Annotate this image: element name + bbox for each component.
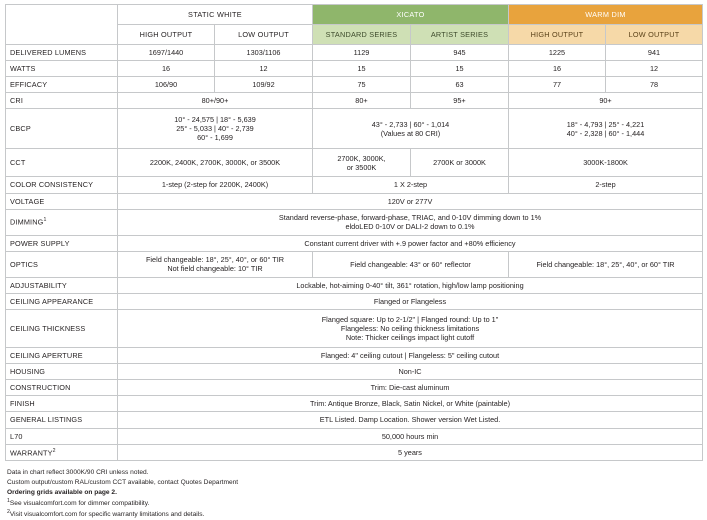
table-cell: 77 [509,77,606,93]
table-row [6,77,703,93]
row-label [6,77,118,93]
table-cell: 16 [509,61,606,77]
table-cell: 95+ [411,93,509,109]
table-cell: 941 [606,45,703,61]
header-sub-column: STANDARD SERIES [313,25,411,45]
table-cell: ETL Listed. Damp Location. Shower version Wet Listed. [118,412,703,428]
row-label [6,412,118,428]
row-label [6,364,118,380]
table-row [6,193,703,209]
row-label-text: DIMMING [10,217,44,227]
row-label-text: CBCP [10,124,31,134]
row-label [6,428,118,444]
table-row [6,277,703,293]
table-cell: 120V or 277V [118,193,703,209]
row-label-text: WATTS [10,64,36,74]
row-label [6,177,118,193]
table-cell: 1303/1106 [215,45,313,61]
row-label-text: CEILING APERTURE [10,350,83,360]
header-sub-column: HIGH OUTPUT [509,25,606,45]
table-cell: 109/92 [215,77,313,93]
table-row [6,209,703,235]
table-cell: 18° - 4,793 | 25° - 4,221 40° - 2,328 | 60° - 1,444 [509,109,703,149]
table-cell: 43° - 2,733 | 60° - 1,014 (Values at 80 CRI) [313,109,509,149]
table-cell: Standard reverse-phase, forward-phase, TRIAC, and 0-10V dimming down to 1% eldoLED 0-10V or DALI-2 down to 0.1% [118,209,703,235]
row-label-text: CCT [10,158,26,168]
table-cell: 1225 [509,45,606,61]
header-sub-column: LOW OUTPUT [215,25,313,45]
row-label [6,109,118,149]
table-cell: Lockable, hot-aiming 0-40° tilt, 361° rotation, high/low lamp positioning [118,277,703,293]
table-row [6,396,703,412]
footnote-line: Ordering grids available on page 2. [7,488,117,496]
table-cell: 2700K or 3000K [411,149,509,177]
table-cell: Constant current driver with +.9 power factor and +80% efficiency [118,235,703,251]
row-label [6,45,118,61]
table-cell: Field changeable: 43° or 60° reflector [313,251,509,277]
table-cell: 5 years [118,444,703,461]
table-cell: 1697/1440 [118,45,215,61]
row-label [6,309,118,347]
header-sub-column: LOW OUTPUT [606,25,703,45]
row-label-text: DELIVERED LUMENS [10,48,87,57]
table-row [6,61,703,77]
header-group-row [6,5,703,25]
table-cell: 10° - 24,575 | 18° - 5,639 25° - 5,033 | 40° - 2,739 60° - 1,699 [118,109,313,149]
row-label-text: OPTICS [10,259,39,269]
row-label [6,277,118,293]
table-row [6,444,703,461]
table-cell: 945 [411,45,509,61]
row-label [6,396,118,412]
row-label-text: EFFICACY [10,80,48,90]
table-row [6,177,703,193]
table-row [6,293,703,309]
footnotes [5,468,702,520]
table-cell: Non-IC [118,364,703,380]
table-cell: 78 [606,77,703,93]
row-label-text: CRI [10,96,24,106]
table-cell: Flanged or Flangeless [118,293,703,309]
table-body [6,45,703,461]
table-row [6,235,703,251]
table-row [6,309,703,347]
table-header [6,5,703,45]
row-label-text: CEILING THICKNESS [10,323,86,333]
table-cell: 12 [215,61,313,77]
row-label-text: GENERAL LISTINGS [10,415,83,425]
row-label [6,193,118,209]
row-label [6,93,118,109]
table-cell: 63 [411,77,509,93]
header-sub-column: HIGH OUTPUT [118,25,215,45]
table-cell: 2-step [509,177,703,193]
table-cell: Trim: Antique Bronze, Black, Satin Nickel, or White (paintable) [118,396,703,412]
table-cell: 75 [313,77,411,93]
table-row [6,93,703,109]
table-cell: 3000K-1800K [509,149,703,177]
row-label-footnote-marker: 1 [43,217,47,224]
row-label [6,209,118,235]
table-cell: 15 [313,61,411,77]
table-cell: 1 X 2-step [313,177,509,193]
header-corner-cell [6,5,118,45]
table-cell: 1-step (2-step for 2200K, 2400K) [118,177,313,193]
table-row [6,347,703,363]
table-cell: 90+ [509,93,703,109]
row-label-text: L70 [10,431,23,441]
table-cell: 80+/90+ [118,93,313,109]
table-row [6,251,703,277]
table-cell: Trim: Die-cast aluminum [118,380,703,396]
row-label-text: CONSTRUCTION [10,383,71,393]
table-row [6,364,703,380]
header-group-static: STATIC WHITE [118,5,313,25]
table-cell: 15 [411,61,509,77]
table-cell: 50,000 hours min [118,428,703,444]
row-label-text: POWER SUPPLY [10,238,70,248]
row-label [6,347,118,363]
table-cell: 16 [118,61,215,77]
table-cell: Field changeable: 18°, 25°, 40°, or 60° TIR [509,251,703,277]
row-label-text: FINISH [10,399,35,409]
table-cell: Flanged square: Up to 2-1/2" | Flanged round: Up to 1" Flangeless: No ceiling thickness limitations Note: Thicker ceilings impact light cutoff [118,309,703,347]
row-label [6,380,118,396]
table-row [6,149,703,177]
row-label [6,235,118,251]
table-cell: 80+ [313,93,411,109]
table-cell: Flanged: 4" ceiling cutout | Flangeless: 5" ceiling cutout [118,347,703,363]
footnote-line: $^1$See visualcomfort.com for dimmer compatibility. [7,497,150,508]
footnote-line: Custom output/custom RAL/custom CCT available, contact Quotes Department [7,479,239,487]
table-cell: 2700K, 3000K, or 3500K [313,149,411,177]
row-label [6,293,118,309]
row-label-text: WARRANTY [10,448,53,458]
row-label-text: ADJUSTABILITY [10,280,67,290]
row-label-text: HOUSING [10,367,46,377]
table-cell: Field changeable: 18°, 25°, 40°, or 60° TIR Not field changeable: 10° TIR [118,251,313,277]
table-cell: 1129 [313,45,411,61]
header-sub-column: ARTIST SERIES [411,25,509,45]
table-row [6,109,703,149]
header-group-warm: WARM DIM [509,5,703,25]
row-label-text: CEILING APPEARANCE [10,296,94,306]
footnote-line: Data in chart reflect 3000K/90 CRI unless noted. [7,469,149,477]
table-cell: 106/90 [118,77,215,93]
table-row [6,412,703,428]
table-cell: 2200K, 2400K, 2700K, 3000K, or 3500K [118,149,313,177]
table-cell: 12 [606,61,703,77]
row-label [6,251,118,277]
footnote-line: $^2$Visit visualcomfort.com for specific warranty limitations and details. [7,508,205,519]
row-label [6,61,118,77]
table-row [6,380,703,396]
table-row [6,45,703,61]
row-label-text: COLOR CONSISTENCY [10,180,94,190]
header-group-xicato: XICATO [313,5,509,25]
row-label [6,149,118,177]
table-row [6,428,703,444]
row-label-footnote-marker: 2 [52,447,56,454]
row-label [6,444,118,461]
specification-table [5,4,703,461]
row-label-text: VOLTAGE [10,196,45,206]
